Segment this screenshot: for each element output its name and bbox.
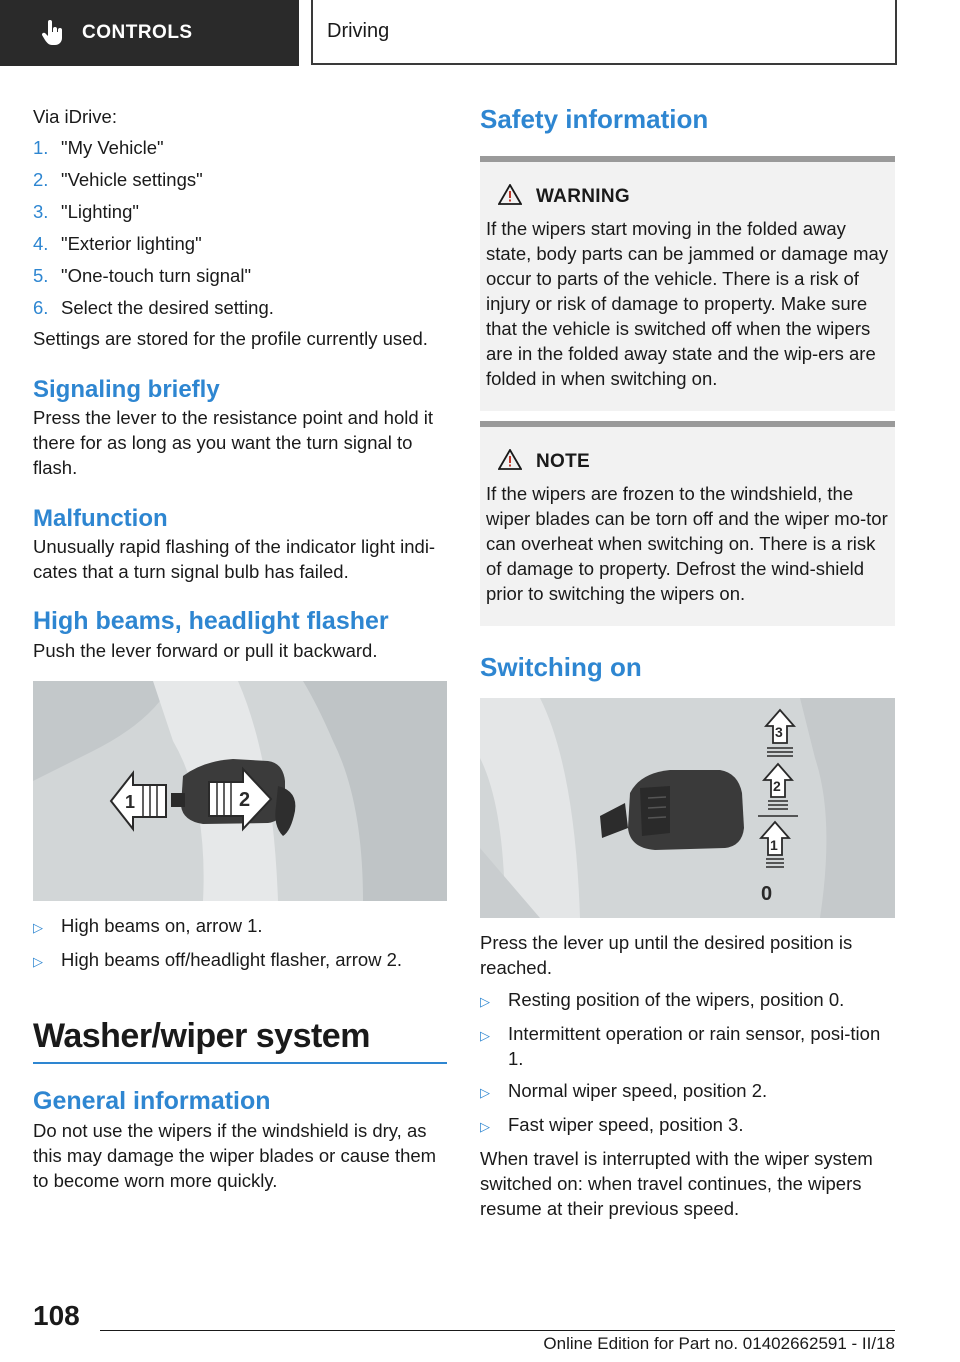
step-number: 2. bbox=[33, 169, 49, 190]
step-text: "My Vehicle" bbox=[61, 137, 164, 158]
position-1-marker bbox=[761, 822, 789, 867]
step-number: 6. bbox=[33, 297, 49, 318]
warning-triangle-icon bbox=[498, 449, 522, 475]
wiper-lever-illustration bbox=[480, 698, 895, 918]
switching-bullets bbox=[480, 987, 895, 1139]
step-text: "Lighting" bbox=[61, 201, 139, 222]
signaling-text: Press the lever to the resistance point and hold it there for as long as you want the turn signal to flash. bbox=[33, 407, 434, 478]
bullet-text: Resting position of the wipers, position 0. bbox=[508, 989, 845, 1010]
bullet-item bbox=[33, 913, 447, 940]
switching-figure bbox=[480, 698, 895, 918]
malfunction-heading: Malfunction bbox=[33, 505, 168, 532]
bullet-text: High beams off/headlight flasher, arrow 2. bbox=[61, 949, 403, 970]
bullet-item bbox=[480, 1112, 895, 1139]
highbeam-heading: High beams, headlight flasher bbox=[33, 607, 389, 635]
position-3-marker bbox=[766, 710, 794, 756]
bullet-item bbox=[33, 947, 447, 974]
washer-heading: Washer/wiper system bbox=[33, 1017, 370, 1055]
warning-box bbox=[480, 156, 895, 411]
right-column bbox=[480, 96, 895, 1221]
bullet-text: Fast wiper speed, position 3. bbox=[508, 1114, 744, 1135]
bullet-text: Normal wiper speed, position 2. bbox=[508, 1080, 768, 1101]
arrow-1-label: 1 bbox=[125, 792, 136, 812]
warning-text: If the wipers start moving in the folded away state, body parts can be jammed or damage may occur to parts of the vehicle. There is a risk of injury or risk of damage to property. Make sure that the vehicle is switched off when the wipers are in the folded away state and the wip-ers are folded in when switching on. bbox=[486, 218, 889, 389]
triangle-bullet-icon: ▷ bbox=[480, 1028, 490, 1043]
edition-text: Online Edition for Part no. 01402662591 - II/18 bbox=[543, 1334, 895, 1353]
highbeam-illustration bbox=[33, 681, 447, 901]
travel-text: When travel is interrupted with the wiper system switched on: when travel continues, the wipers resume at their previous speed. bbox=[480, 1148, 873, 1219]
arrow-2-label: 2 bbox=[239, 789, 251, 811]
highbeam-text: Push the lever forward or pull it backward. bbox=[33, 640, 378, 661]
left-column bbox=[33, 96, 447, 1193]
triangle-bullet-icon: ▷ bbox=[33, 954, 43, 969]
highbeam-figure bbox=[33, 681, 447, 901]
step-item bbox=[33, 228, 447, 260]
step-item bbox=[33, 164, 447, 196]
chapter-tab bbox=[311, 0, 897, 65]
idrive-steps bbox=[33, 132, 447, 324]
signaling-heading: Signaling briefly bbox=[33, 376, 220, 403]
note-label: NOTE bbox=[536, 451, 590, 472]
step-item bbox=[33, 196, 447, 228]
bullet-text: High beams on, arrow 1. bbox=[61, 915, 263, 936]
settings-note: Settings are stored for the profile currently used. bbox=[33, 328, 428, 349]
step-item bbox=[33, 292, 447, 324]
bullet-item bbox=[480, 1078, 895, 1105]
switching-heading: Switching on bbox=[480, 652, 642, 682]
position-0-label: 0 bbox=[761, 883, 773, 905]
bullet-item bbox=[480, 987, 895, 1014]
step-number: 3. bbox=[33, 201, 49, 222]
general-text: Do not use the wipers if the windshield is dry, as this may damage the wiper blades or cause them to become worn more quickly. bbox=[33, 1120, 437, 1191]
step-text: "Vehicle settings" bbox=[61, 169, 203, 190]
section-tab-label: CONTROLS bbox=[82, 22, 193, 43]
hand-pointer-icon bbox=[40, 18, 66, 48]
footer-divider bbox=[100, 1330, 895, 1331]
chapter-title: Driving bbox=[327, 20, 390, 42]
bullet-item bbox=[480, 1021, 895, 1071]
triangle-bullet-icon: ▷ bbox=[480, 1119, 490, 1134]
position-1-label: 1 bbox=[770, 837, 778, 853]
idrive-intro: Via iDrive: bbox=[33, 106, 117, 127]
note-text: If the wipers are frozen to the windshield, the wiper blades can be torn off and the wiper mo-tor can overheat when switching on. There is a risk of damage to property. Defrost the wind-shield prior to switching the wipers on. bbox=[486, 483, 888, 604]
switching-text: Press the lever up until the desired position is reached. bbox=[480, 932, 853, 978]
position-3-label: 3 bbox=[775, 724, 783, 740]
warning-triangle-icon bbox=[498, 184, 522, 210]
step-number: 5. bbox=[33, 265, 49, 286]
bullet-text: Intermittent operation or rain sensor, posi-tion 1. bbox=[508, 1023, 881, 1069]
step-text: "Exterior lighting" bbox=[61, 233, 202, 254]
position-2-marker bbox=[758, 764, 798, 816]
page-number: 108 bbox=[33, 1300, 80, 1331]
step-text: "One-touch turn signal" bbox=[61, 265, 252, 286]
safety-heading: Safety information bbox=[480, 104, 709, 134]
step-number: 1. bbox=[33, 137, 49, 158]
note-head bbox=[498, 449, 889, 475]
position-2-label: 2 bbox=[773, 778, 781, 794]
step-text: Select the desired setting. bbox=[61, 297, 274, 318]
arrow-1 bbox=[111, 773, 166, 829]
step-number: 4. bbox=[33, 233, 49, 254]
washer-heading-block bbox=[33, 1016, 447, 1064]
malfunction-text: Unusually rapid flashing of the indicator light indi-cates that a turn signal bulb has failed. bbox=[33, 536, 436, 582]
triangle-bullet-icon: ▷ bbox=[33, 920, 43, 935]
step-item bbox=[33, 132, 447, 164]
triangle-bullet-icon: ▷ bbox=[480, 994, 490, 1009]
warning-label: WARNING bbox=[536, 186, 630, 207]
triangle-bullet-icon: ▷ bbox=[480, 1085, 490, 1100]
highbeam-bullets bbox=[33, 913, 447, 974]
warning-head bbox=[498, 184, 889, 210]
section-tab-controls bbox=[0, 0, 299, 66]
note-box bbox=[480, 421, 895, 626]
general-heading: General information bbox=[33, 1087, 271, 1115]
step-item bbox=[33, 260, 447, 292]
